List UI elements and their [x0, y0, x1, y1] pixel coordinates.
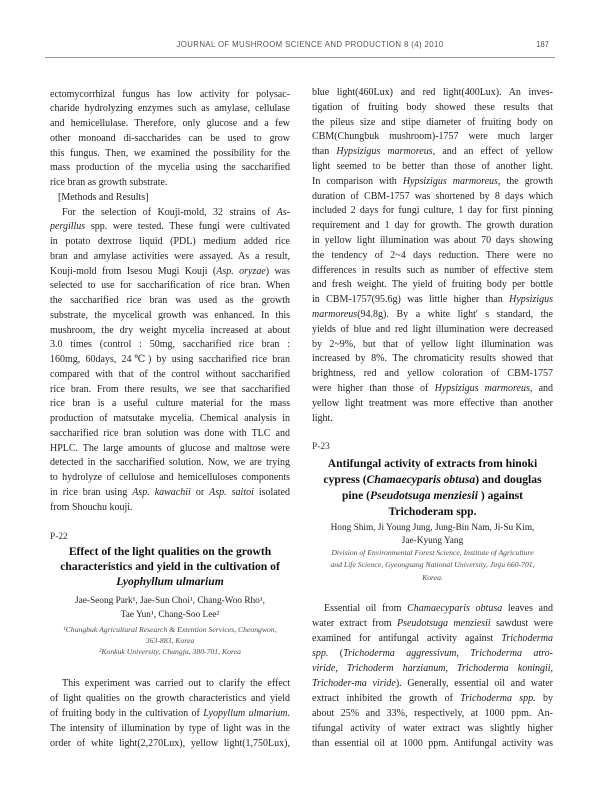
italic-term: Asp. saitoi [209, 486, 254, 498]
paragraph-line: mushroom, the dry weight mycelia increased at about [50, 324, 290, 336]
text-run: leaves and [502, 602, 553, 614]
abstract-label-p22: P-22 [50, 532, 68, 542]
text-run: sawdust were [490, 617, 553, 629]
paragraph-line: tifungal activity of water extract was slightly higher [312, 722, 553, 734]
italic-term: Hypsizigus marmoreus [434, 382, 530, 394]
paragraph-line [50, 706, 290, 721]
p23-abstract-body [312, 601, 553, 751]
affiliation-line: Korea. [422, 572, 443, 582]
text-run: ) and douglas [475, 473, 542, 486]
p23-affiliations [312, 547, 553, 584]
text-run: , [445, 662, 458, 674]
affiliation-line: 363-883, Korea [145, 635, 195, 645]
text-run: , and an effect of yellow [432, 146, 553, 158]
intro-paragraph [50, 88, 290, 191]
paragraph-line: The intensity of illumination by type of light was in the [50, 722, 290, 734]
paragraph-line: compared with that of the control without saccharified [50, 368, 290, 380]
italic-term: Pseudotsuga menziesii [396, 617, 491, 629]
text-run: In comparison with [312, 175, 403, 187]
p22-abstract-body [50, 676, 290, 751]
italic-term: Lyopyllum ulmarium [203, 707, 288, 719]
italic-term: marmoreus [312, 308, 358, 320]
paragraph-line: selected to use for saccharification of rice bran. When [50, 280, 290, 292]
author-line: Jae-Seong Park¹, Jae-Sun Choi¹, Chang-Woo Rho¹, [75, 596, 265, 606]
italic-term: Pseudotsuga menziesii [370, 489, 478, 502]
text-run: isolated [253, 486, 290, 498]
paragraph-line: other monoand di-saccharides can be used to grow [50, 132, 290, 144]
abstract-label-p23: P-23 [312, 442, 330, 452]
paragraph-line: CBM(Chungbuk mushroom)-1757 were much larger [312, 131, 553, 143]
paragraph-line: by 2~9%, but that of yellow light illumination was [312, 338, 553, 350]
italic-term: Chamaecyparis obtusa [407, 602, 503, 614]
text-run: examined for antifungal activity against [312, 632, 502, 644]
paragraph-line: rice bran. From there results, we see that saccharified [50, 383, 290, 395]
text-run: , the growth [497, 175, 553, 187]
paragraph-line [50, 220, 290, 235]
text-run: ) was [265, 265, 290, 277]
paragraph-line: production of matsutake mycelia. Chemical analysis in [50, 413, 290, 424]
italic-term: Hypsizigus [509, 294, 553, 306]
p22-authors [50, 594, 290, 622]
text-run: than [312, 146, 337, 158]
paragraph-line: duration of CBM-1757 was shortened by 8 days which [312, 190, 553, 202]
title-line: Effect of the light qualities on the growth [68, 544, 272, 558]
paragraph-line: light. [312, 412, 333, 424]
paragraph-line: differences in results such as number of effective stem [312, 264, 553, 276]
paragraph-line [312, 691, 553, 706]
paragraph-line [312, 145, 553, 160]
paragraph-line [50, 265, 290, 280]
title-line: Antifungal activity of extracts from hinoki [327, 457, 538, 470]
text-run: in rice bran using [50, 486, 133, 498]
paragraph-line [312, 631, 553, 646]
paragraph-line: charide hydrolyzing enzymes such as amylase, cellulase [50, 103, 290, 115]
text-run: ) against [477, 489, 524, 502]
p23-authors [312, 522, 553, 548]
affiliation-line: and Life Science, Gyeongsang National University, Jinju 660-701, [330, 560, 535, 570]
text-run: , [550, 662, 553, 674]
text-run: water extract from [312, 617, 397, 629]
title-line [312, 472, 553, 488]
text-run: For the selection of Kouji-mold, 32 strains of [62, 206, 277, 218]
text-run: spp. were tested. These fungi were cultivated [85, 221, 290, 233]
p22-title [50, 544, 290, 589]
section-heading: [Methods and Results] [58, 191, 149, 203]
journal-running-header: JOURNAL OF MUSHROOM SCIENCE AND PRODUCTION 8 (4) 2010 [176, 40, 444, 49]
title-line [50, 574, 290, 589]
paragraph-line: than essential oil at 1000 ppm. Antifungal activity was [312, 737, 553, 749]
affiliation-line: Division of Environmental Forest Science, Institute of Agriculture [331, 548, 534, 557]
title-line: Trichoderam spp. [388, 505, 477, 518]
paragraph-line: the saccharified rice bran was used as the growth [50, 295, 290, 306]
paragraph-line: increased by 8%. The chromaticity results showed that [312, 353, 553, 365]
paragraph-line: this fungus. Then, we examined the possibility for the [50, 147, 290, 159]
paragraph-line: from Shouchu kouji. [50, 501, 133, 513]
paragraph-line [50, 206, 290, 221]
text-run: ( [328, 647, 344, 659]
italic-term: Chamaecyparis obtusa [366, 473, 476, 486]
paragraph-line: HPLC. The large amounts of glucose and maltose were [50, 442, 290, 454]
text-run: pine ( [341, 489, 371, 502]
paragraph-line: brightness, red and yellow coloration of CBM-1757 [312, 368, 553, 380]
paragraph-line [312, 293, 553, 308]
p22-affiliations [50, 624, 290, 657]
paragraph-line: yields of blue and red light illumination were decreased [312, 323, 553, 335]
author-line: Hong Shim, Ji Young Jung, Jung-Bin Nam, Ji-Su Kim, [330, 522, 535, 533]
paragraph-line: order of white light(2,270Lux), yellow light(1,750Lux), [50, 737, 290, 749]
italic-term: Trichoderm harzianum [346, 662, 446, 674]
title-line [312, 488, 553, 504]
text-run: cypress ( [323, 473, 367, 486]
paragraph-line [312, 646, 553, 661]
paragraph-line [312, 382, 553, 397]
paragraph-line [312, 661, 553, 676]
paragraph-line [312, 175, 553, 190]
text-run: (94.8g). By a white light' s standard, the [357, 308, 553, 320]
paragraph-line: and hemicellulase. Therefore, only glucose and a few [50, 118, 290, 129]
italic-term: As- [276, 206, 290, 218]
author-line: Tae Yun¹, Chang-Soo Lee² [120, 610, 220, 620]
text-run: ). Generally, essential oil and water [395, 677, 553, 689]
paragraph-line: and fresh weight. The yield of fruiting body per bottle [312, 279, 553, 291]
paragraph-line: the pileus size and stipe diameter of fruiting body on [312, 116, 553, 128]
paragraph-line: ectomycorrhizal fungus has low activity for polysac- [50, 88, 290, 100]
methods-paragraph [50, 206, 290, 516]
italic-term: pergillus [50, 221, 86, 233]
italic-term: Hypsizigus marmoreus [336, 146, 433, 158]
text-run: , [335, 662, 347, 674]
paragraph-line: about 25% and 33%, respectively, at 1000 ppm. An- [312, 707, 553, 719]
paragraph-line: tigation of fruiting body showed these results that [312, 101, 553, 113]
paragraph-line [50, 486, 290, 501]
italic-term: spp. [312, 647, 329, 659]
page-number: 187 [535, 40, 549, 49]
paragraph-line: light seemed to be better than those of another light. [312, 160, 553, 172]
continuation-paragraph [312, 86, 553, 426]
paragraph-line [312, 601, 553, 616]
text-run: in CBM-1757(95.6g) was little higher than [312, 294, 510, 306]
text-run: were higher than those of [312, 382, 435, 394]
header-rule [45, 57, 555, 58]
italic-term: Trichoderma [501, 632, 553, 644]
text-run: Essential oil from [324, 602, 408, 614]
paragraph-line: bran and amylase activities were assayed. As a result, [50, 250, 290, 262]
paragraph-line: blue light(460Lux) and red light(400Lux). An inves- [312, 87, 553, 98]
italic-term: Trichoderma aggressivum [343, 647, 457, 659]
paragraph-line: mass production of the mycelia using the saccharified [50, 162, 290, 174]
affiliation-line: ²Konkuk University, Chungju, 380-701, Korea [99, 646, 241, 656]
text-run: Kouji-mold from Isesou Mugi Kouji ( [50, 265, 217, 277]
italic-term: Trichoder-ma viride [312, 677, 396, 689]
text-run: by [535, 692, 553, 704]
paragraph-line: detected in the saccharified solution. Now, we are trying [50, 457, 290, 469]
paragraph-line: the tendency of 2~4 days reduction. There were no [312, 249, 553, 261]
italic-term: Asp. kawachii [132, 486, 191, 498]
title-line: characteristics and yield in the cultivation of [60, 559, 280, 573]
paragraph-line: rice bran as growth substrate. [50, 177, 168, 188]
paragraph-line: 160mg, 60days, 24℃) by using saccharified rice bran [50, 354, 290, 365]
text-run: or [190, 486, 210, 498]
paragraph-line: included 2 days for fungi culture, 1 day for first pinning [312, 205, 553, 217]
paragraph-line: This experiment was carried out to clarify the effect [62, 677, 290, 689]
paragraph-line: substrate, the mycelical growth was enhanced. In this [50, 309, 290, 321]
italic-term: Hypsizigus marmoreus [402, 175, 498, 187]
italic-term: viride [312, 662, 336, 674]
text-run: , and [529, 382, 553, 394]
text-run: . [287, 707, 290, 719]
paragraph-line [312, 616, 553, 631]
paragraph-line: rice bran is a useful culture material for the mass [50, 398, 290, 410]
italic-term: Lyophyllum ulmarium [116, 574, 224, 588]
text-run: , [456, 647, 471, 659]
italic-term: Trichoderma koningii [457, 662, 551, 674]
paragraph-line [312, 308, 553, 323]
paragraph-line: of light qualities on the growth characteristics and yield [50, 692, 290, 704]
italic-term: Trichoderma spp. [460, 692, 536, 704]
paragraph-line: in potato dextrose liquid (PDL) medium added rice [50, 236, 290, 247]
paragraph-line [312, 676, 553, 691]
author-line: Jae-Kyung Yang [401, 535, 464, 546]
italic-term: Asp. oryzae [216, 265, 266, 277]
paragraph-line: yellow light treatment was more effective than another [312, 397, 553, 409]
p23-title [312, 456, 553, 520]
paragraph-line: saccharified rice bran solution was done with TLC and [50, 427, 290, 439]
paragraph-line: to hydrolyze of cellulose and hemicelluloses components [50, 472, 290, 483]
text-run: extract inhibited the growth of [312, 692, 461, 704]
affiliation-line: ¹Chungbuk Agricultural Research & Extention Services, Cheongwon, [63, 624, 277, 634]
paragraph-line: in yellow light illumination was about 70 days showing [312, 234, 553, 246]
paragraph-line: 3.0 times (control : 50mg, saccharified rice bran : [50, 339, 290, 351]
paragraph-line: requirement and 1 day for growth. The growth duration [312, 220, 553, 232]
italic-term: Trichoderma atro- [470, 647, 553, 659]
text-run: of fruiting body in the cultivation of [50, 707, 204, 719]
